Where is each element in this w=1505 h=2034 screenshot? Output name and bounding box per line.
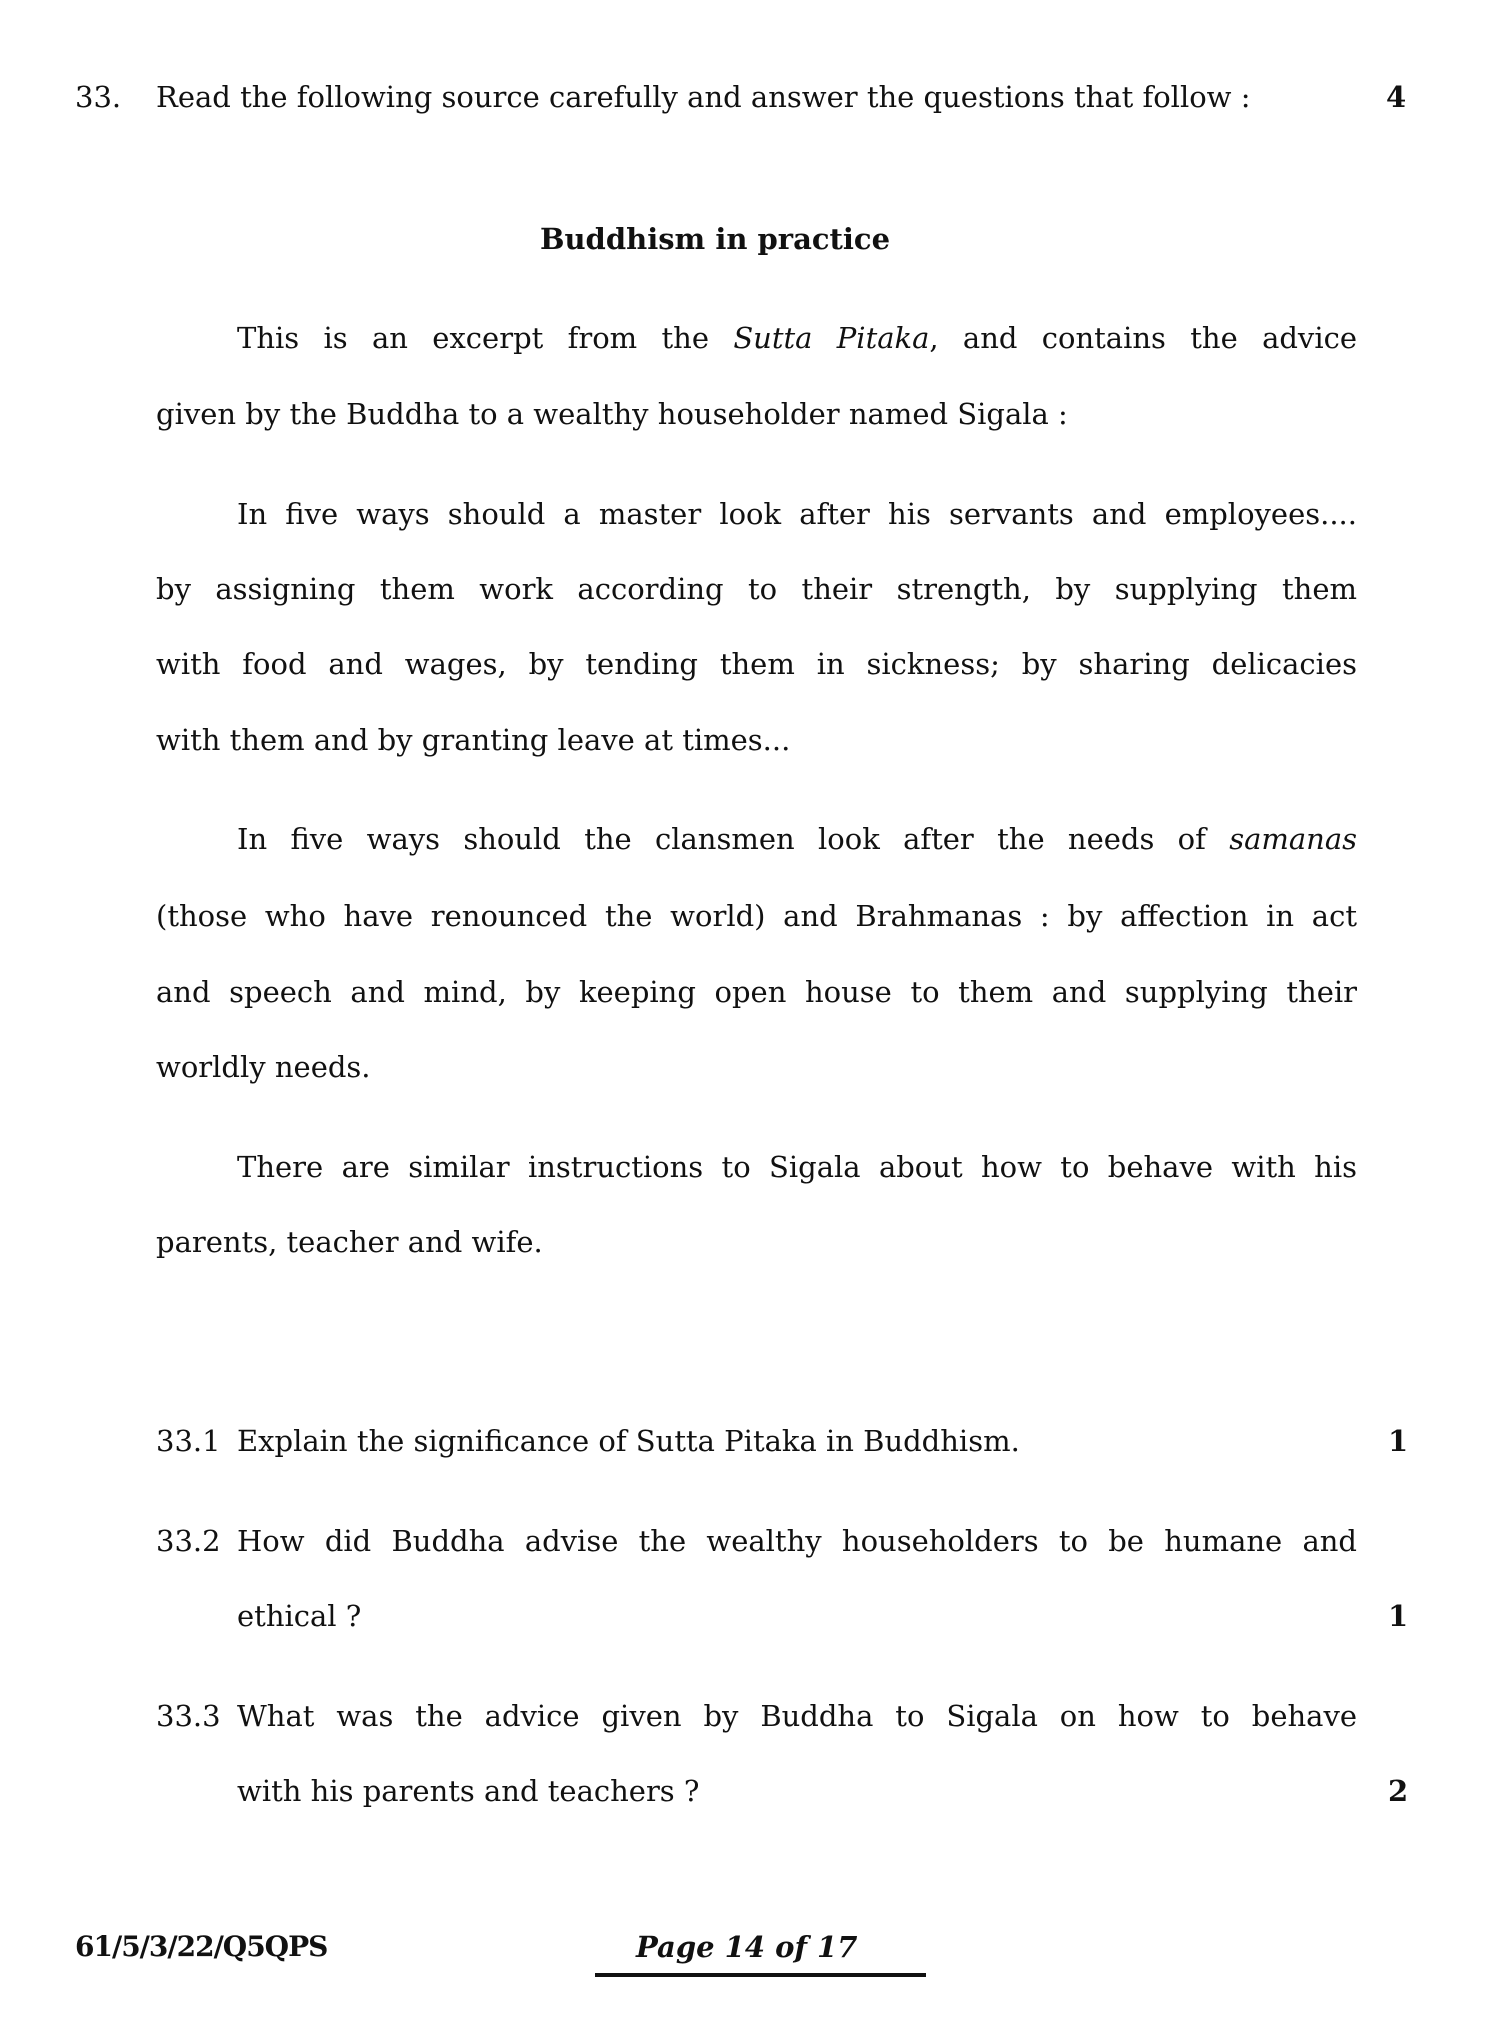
- source-title: Buddhism in practice: [539, 222, 891, 256]
- source-line: [237, 320, 1357, 356]
- source-line: [156, 1049, 371, 1085]
- source-text: , and contains the advice: [929, 321, 1357, 355]
- source-line: [156, 722, 790, 758]
- source-text: In five ways should the clansmen look after the needs of: [237, 822, 1230, 856]
- source-text: This is an excerpt from the: [237, 321, 734, 355]
- subquestion-text: ethical ?: [237, 1599, 362, 1633]
- source-text: and speech and mind, by keeping open house to them and supplying their: [156, 975, 1357, 1009]
- question-number: 33.: [75, 80, 122, 114]
- source-text: with food and wages, by tending them in sickness; by sharing delicacies: [156, 647, 1357, 681]
- source-text: with them and by granting leave at times...: [156, 723, 791, 757]
- source-text: (those who have renounced the world) and Brahmanas : by affection in act: [156, 899, 1357, 933]
- question-paper-code: 61/5/3/22/Q5QPS: [75, 1930, 328, 1963]
- source-line: [156, 974, 1357, 1010]
- source-line: [237, 821, 1357, 857]
- source-text: There are similar instructions to Sigala about how to behave with his: [237, 1150, 1357, 1184]
- page-number: Page 14 of 17: [636, 1930, 858, 1964]
- source-line: [156, 646, 1357, 682]
- subquestion-text: How did Buddha advise the wealthy householders to be humane and: [237, 1524, 1357, 1558]
- source-text: worldly needs.: [156, 1050, 371, 1084]
- source-text: by assigning them work according to their strength, by supplying them: [156, 572, 1357, 606]
- subquestion-number: 33.3: [156, 1699, 221, 1733]
- source-line: [237, 1149, 1357, 1185]
- source-line: [156, 1224, 543, 1260]
- subquestion-text: with his parents and teachers ?: [237, 1774, 700, 1808]
- source-line: [237, 496, 1357, 532]
- italic-term: samanas: [1229, 822, 1357, 856]
- source-line: [156, 396, 1068, 432]
- subquestion-marks: 2: [1388, 1774, 1409, 1808]
- subquestion-text: What was the advice given by Buddha to Sigala on how to behave: [237, 1699, 1357, 1733]
- subquestion-number: 33.2: [156, 1524, 221, 1558]
- subquestion-number: 33.1: [156, 1424, 221, 1458]
- page-number-underline: [595, 1973, 926, 1977]
- source-text: given by the Buddha to a wealthy householder named Sigala :: [156, 397, 1068, 431]
- source-text: In five ways should a master look after his servants and employees....: [237, 497, 1357, 531]
- subquestion-text: Explain the significance of Sutta Pitaka in Buddhism.: [237, 1424, 1020, 1458]
- source-line: [156, 571, 1357, 607]
- subquestion-marks: 1: [1388, 1424, 1409, 1458]
- question-marks: 4: [1386, 80, 1407, 114]
- question-instruction: Read the following source carefully and answer the questions that follow :: [156, 80, 1251, 114]
- italic-term: Sutta Pitaka: [733, 321, 930, 355]
- subquestion-marks: 1: [1388, 1599, 1409, 1633]
- source-line: [156, 898, 1357, 934]
- source-text: parents, teacher and wife.: [156, 1225, 543, 1259]
